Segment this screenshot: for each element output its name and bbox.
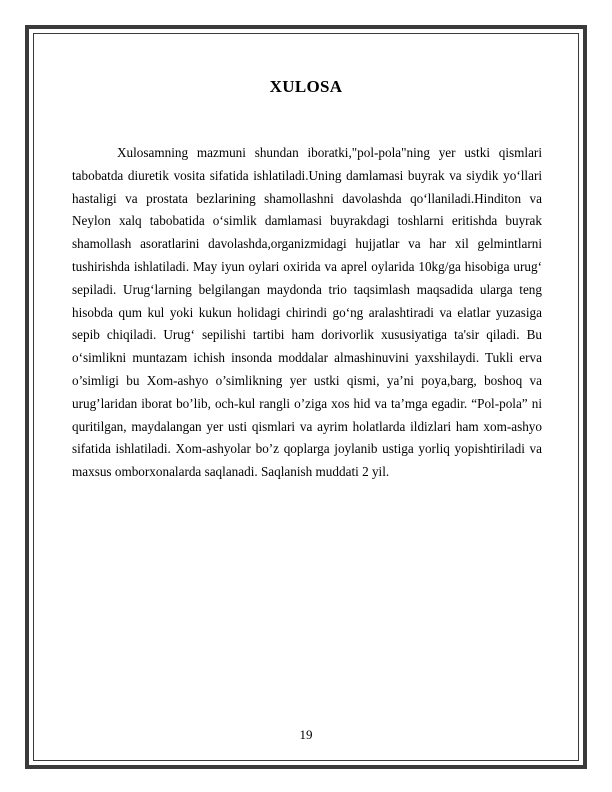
page-number: 19 bbox=[299, 727, 313, 742]
page-title: XULOSA bbox=[269, 77, 343, 96]
conclusion-paragraph: Xulosamning mazmuni shundan iboratki,"pol-pola"ning yer ustki qismlari tabobatda diuretik vosita sifatida ishlatiladi.Uning damlamasi buyrak va siydik yo‘llari hastaligi va prostata bezlarining shamollashni davolashda qo‘llaniladi.Hinditon va Neylon xalq tabobatida o‘simlik damlamasi buyrakdagi toshlarni eritishda buyrak shamollash asoratlarini davolashda,organizmidagi hujjatlar va har xil gelmintlarni tushirishda ishlatiladi. May iyun oylari oxirida va aprel oylarida 10kg/ga hisobiga urug‘ sepiladi. Urug‘larning belgilangan maydonda trio taqsimlash maqsadida ularga teng hisobda qum kul yoki kukun holidagi chirindi go‘ng aralashtiradi va elatlar yuzasiga sepib chiqiladi. Urug‘ sepilishi tartibi ham dorivorlik xususiyatiga ta'sir qiladi. Bu o‘simlikni muntazam ichish insonda moddalar almashinuvini yaxshilaydi. Tukli erva o’simligi bu Xom-ashyo o’simlikning yer ustki qismi, ya’ni poya,barg, boshoq va urug’laridan iborat bo’lib, och-kul rangli o’ziga xos hid va ta’mga egadir. “Pol-pola” ni quritilgan, maydalangan yer usti qismlari va ayrim holatlarda ildizlari ham xom-ashyo sifatida ishlatiladi. Xom-ashyolar bo’z qoplarga joylanib ustiga yorliq yopishtiriladi va maxsus omborxonalarda saqlanadi. Saqlanish muddati 2 yil. bbox=[72, 145, 542, 480]
